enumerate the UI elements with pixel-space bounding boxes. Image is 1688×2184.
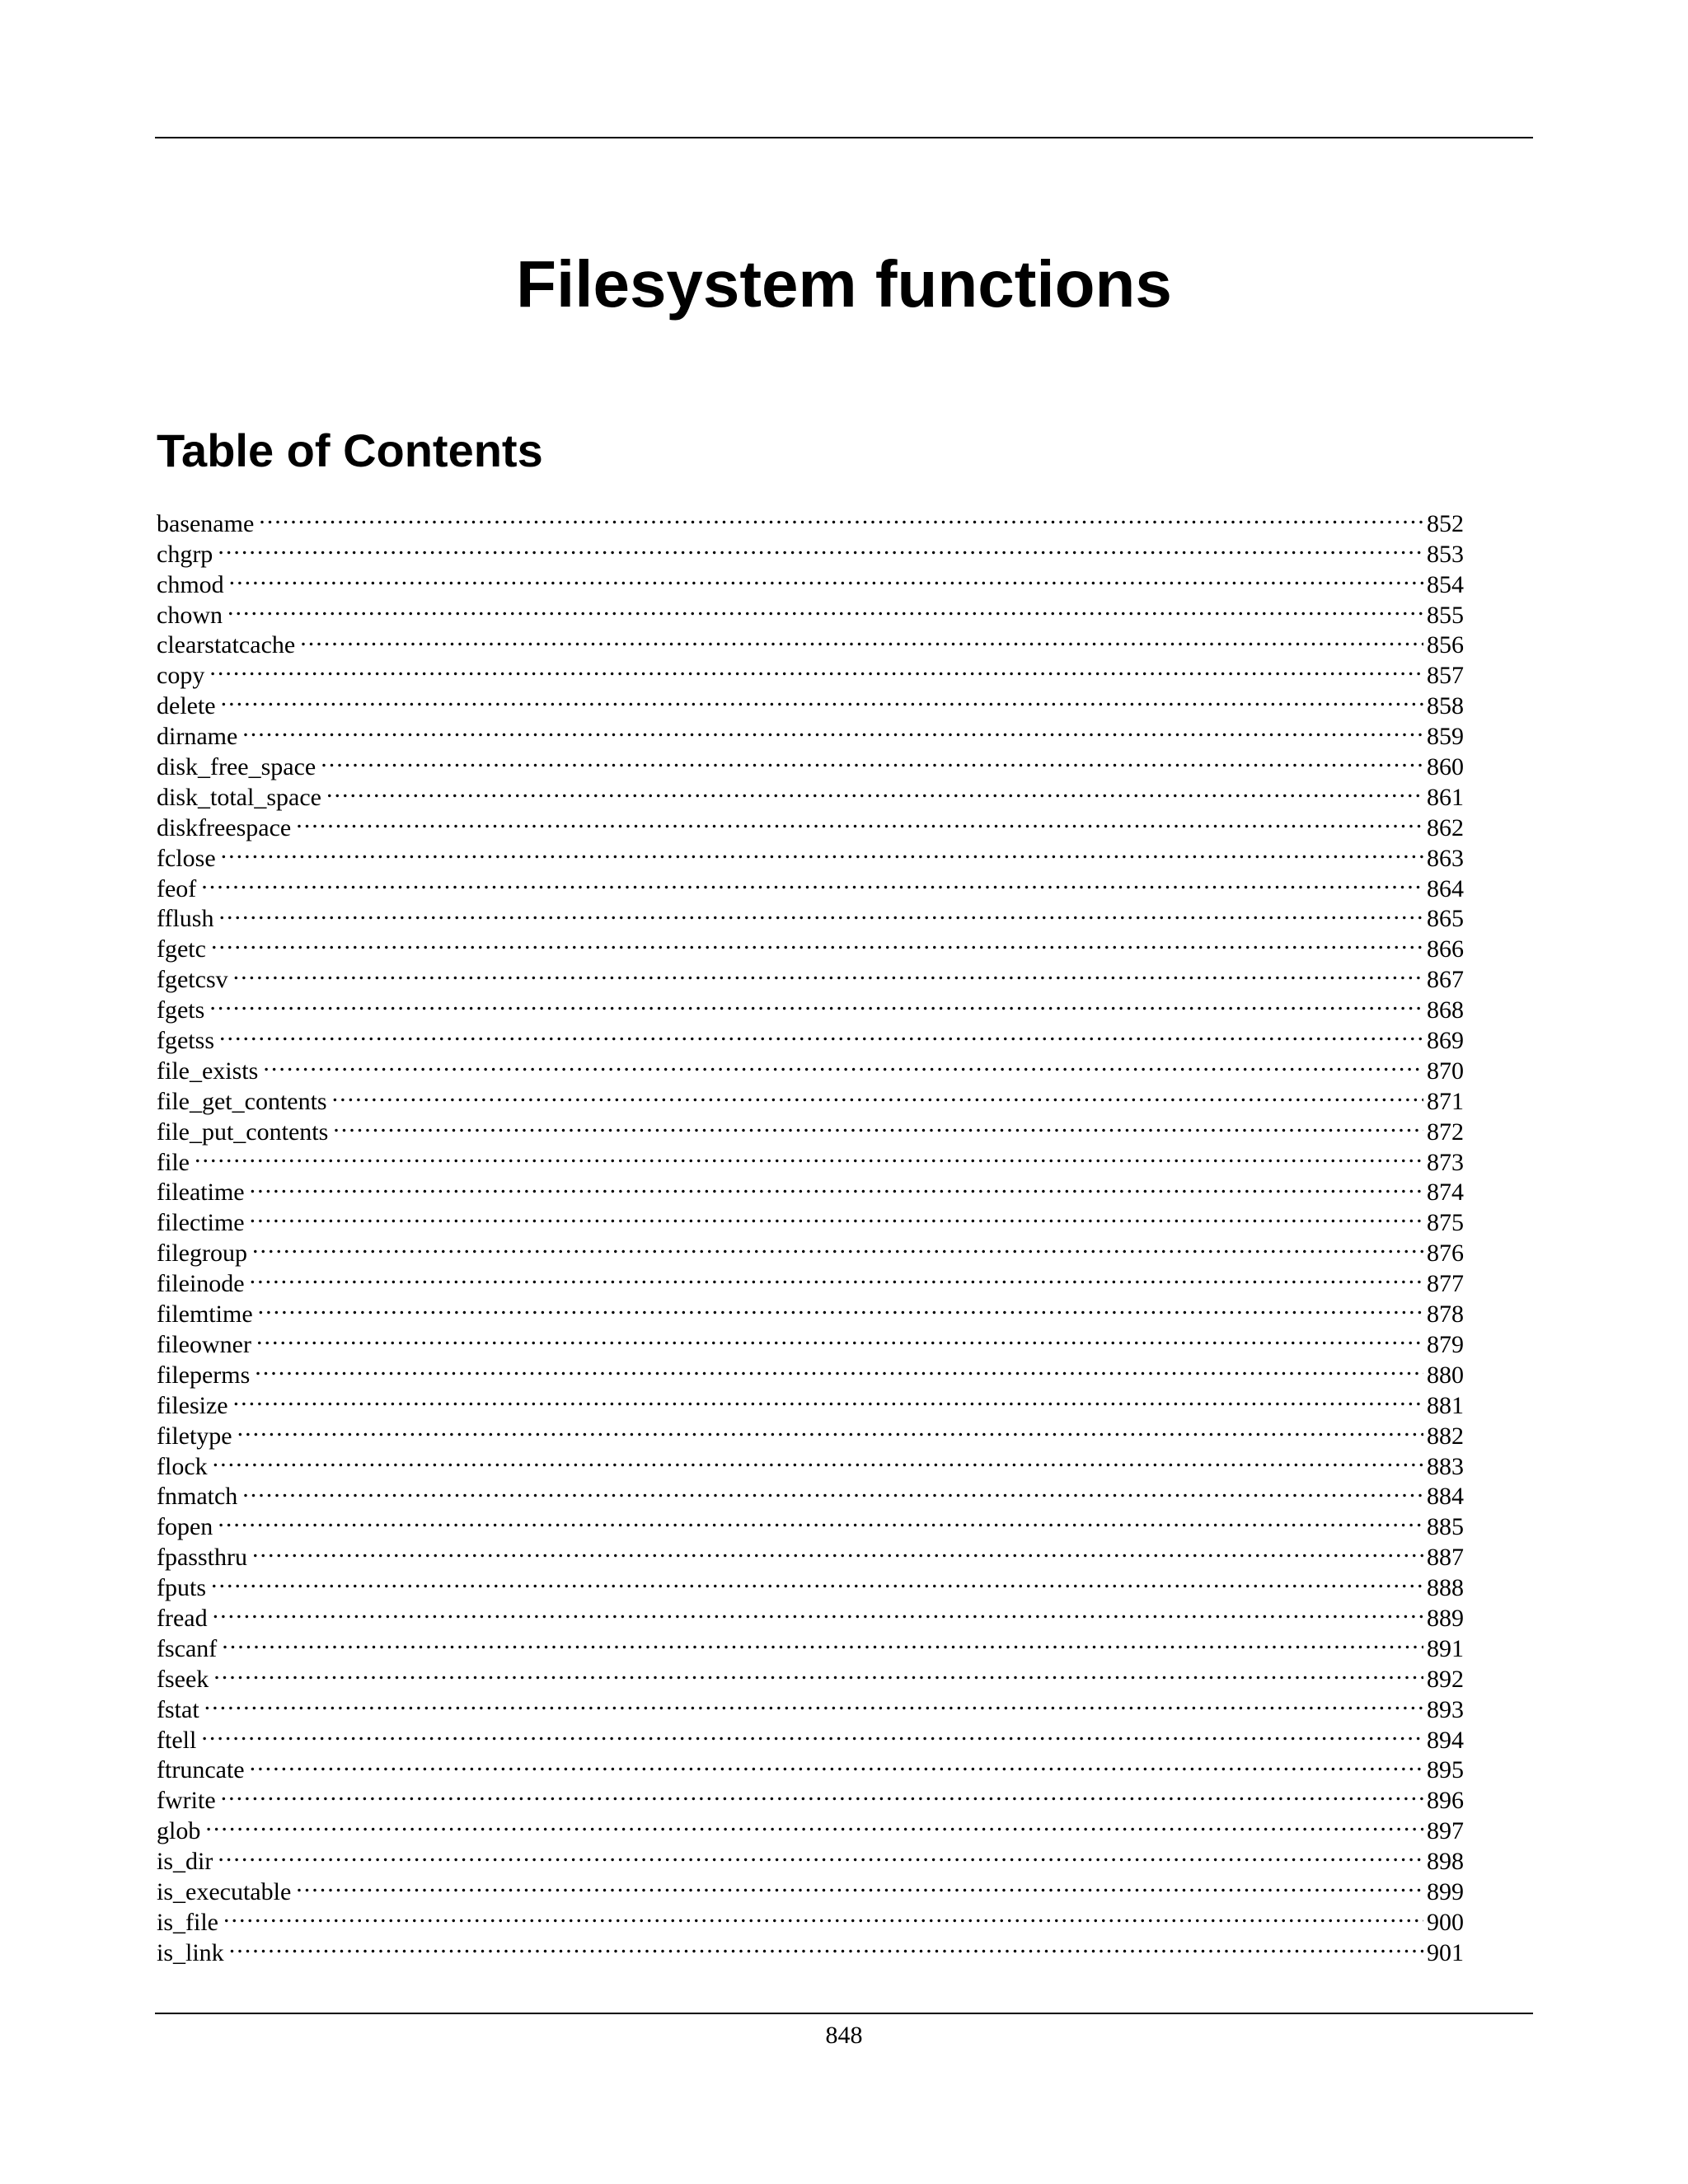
toc-entry[interactable]: [157, 926, 1464, 963]
toc-entry-name: filetype: [157, 1422, 232, 1450]
toc-dot-leader: [218, 1839, 1423, 1869]
toc-dot-leader: [258, 1291, 1423, 1322]
toc-entry-name: fread: [157, 1604, 208, 1632]
toc-entry[interactable]: [157, 1200, 1464, 1237]
toc-entry-name: fwrite: [157, 1787, 216, 1815]
header-rule: [155, 137, 1533, 138]
toc-entry-page: 868: [1427, 996, 1464, 1024]
toc-dot-leader: [259, 501, 1423, 532]
toc-dot-leader: [326, 775, 1423, 805]
toc-entry-name: ftell: [157, 1726, 197, 1754]
toc-entry-page: 885: [1427, 1513, 1464, 1541]
toc-entry-page: 870: [1427, 1057, 1464, 1085]
toc-dot-leader: [229, 1930, 1423, 1961]
toc-entry-name: fseek: [157, 1665, 209, 1693]
toc-entry-page: 879: [1427, 1330, 1464, 1358]
toc-entry[interactable]: [157, 1322, 1464, 1358]
toc-entry-page: 872: [1427, 1118, 1464, 1146]
toc-heading: Table of Contents: [157, 424, 543, 476]
toc-entry-name: fileatime: [157, 1179, 245, 1207]
toc-entry-page: 860: [1427, 753, 1464, 781]
toc-entry[interactable]: [157, 1596, 1464, 1632]
toc-dot-leader: [221, 683, 1423, 714]
toc-dot-leader: [211, 1565, 1423, 1596]
toc-entry[interactable]: [157, 1352, 1464, 1389]
toc-entry-page: 857: [1427, 662, 1464, 690]
toc-entry-page: 878: [1427, 1301, 1464, 1329]
toc-entry-name: file: [157, 1148, 190, 1176]
toc-dot-leader: [213, 1657, 1423, 1687]
toc-entry-page: 882: [1427, 1422, 1464, 1450]
toc-entry[interactable]: [157, 1778, 1464, 1815]
toc-dot-leader: [227, 593, 1423, 623]
toc-entry-name: flock: [157, 1452, 208, 1480]
toc-entry-page: 853: [1427, 540, 1464, 568]
toc-entry[interactable]: [157, 1444, 1464, 1480]
toc-entry-page: 899: [1427, 1877, 1464, 1905]
toc-entry[interactable]: [157, 1565, 1464, 1602]
toc-entry-name: delete: [157, 692, 216, 720]
toc-entry-name: chgrp: [157, 540, 213, 568]
toc-entry-page: 867: [1427, 966, 1464, 994]
toc-entry-name: filegroup: [157, 1240, 247, 1268]
toc-entry-page: 897: [1427, 1817, 1464, 1845]
toc-entry[interactable]: [157, 1930, 1464, 1966]
toc-entry[interactable]: [157, 1261, 1464, 1298]
toc-entry[interactable]: [157, 957, 1464, 994]
toc-entry-page: 887: [1427, 1544, 1464, 1572]
toc-entry-page: 865: [1427, 905, 1464, 933]
toc-dot-leader: [332, 1079, 1423, 1109]
toc-entry-page: 858: [1427, 692, 1464, 720]
toc-entry[interactable]: [157, 653, 1464, 690]
toc-dot-leader: [213, 1596, 1423, 1626]
toc-entry[interactable]: [157, 866, 1464, 902]
toc-entry-page: 896: [1427, 1787, 1464, 1815]
toc-entry-page: 877: [1427, 1270, 1464, 1298]
toc-entry-name: is_dir: [157, 1848, 213, 1876]
toc-entry[interactable]: [157, 1170, 1464, 1207]
toc-entry-page: 876: [1427, 1240, 1464, 1268]
toc-entry-name: is_executable: [157, 1877, 292, 1905]
toc-entry-name: fileinode: [157, 1270, 245, 1298]
toc-entry[interactable]: [157, 532, 1464, 568]
toc-entry-page: 888: [1427, 1574, 1464, 1602]
toc-entry[interactable]: [157, 1535, 1464, 1572]
toc-dot-leader: [263, 1048, 1423, 1079]
toc-dot-leader: [250, 1200, 1423, 1230]
toc-entry-name: filesize: [157, 1391, 228, 1419]
toc-entry-name: basename: [157, 509, 255, 537]
toc-entry-name: disk_free_space: [157, 753, 316, 781]
toc-dot-leader: [233, 1383, 1423, 1413]
toc-dot-leader: [201, 866, 1423, 897]
toc-dot-leader: [252, 1230, 1423, 1261]
toc-entry-page: 898: [1427, 1848, 1464, 1876]
toc-dot-leader: [321, 744, 1423, 775]
toc-entry[interactable]: [157, 1140, 1464, 1176]
toc-dot-leader: [209, 987, 1423, 1018]
toc-dot-leader: [218, 897, 1423, 927]
toc-entry-page: 854: [1427, 570, 1464, 598]
toc-entry-page: 852: [1427, 509, 1464, 537]
toc-dot-leader: [296, 805, 1423, 836]
toc-entry[interactable]: [157, 1839, 1464, 1876]
toc-entry-page: 873: [1427, 1148, 1464, 1176]
toc-entry[interactable]: [157, 1808, 1464, 1845]
toc-entry-page: 883: [1427, 1452, 1464, 1480]
toc-dot-leader: [255, 1352, 1423, 1383]
chapter-title: Filesystem functions: [516, 247, 1172, 321]
toc-dot-leader: [221, 1778, 1423, 1808]
toc-dot-leader: [219, 1018, 1423, 1048]
toc-entry-name: clearstatcache: [157, 631, 296, 659]
toc-entry-page: 874: [1427, 1179, 1464, 1207]
toc-entry-page: 861: [1427, 783, 1464, 811]
toc-entry[interactable]: [157, 1626, 1464, 1662]
toc-dot-leader: [300, 623, 1423, 654]
toc-entry[interactable]: [157, 1383, 1464, 1419]
toc-entry-page: 875: [1427, 1209, 1464, 1237]
page-number: 848: [825, 2022, 863, 2049]
toc-entry-name: disk_total_space: [157, 783, 321, 811]
toc-entry-page: 892: [1427, 1665, 1464, 1693]
toc-entry[interactable]: [157, 1018, 1464, 1055]
toc-entry-page: 856: [1427, 631, 1464, 659]
toc-entry-page: 855: [1427, 601, 1464, 629]
toc-entry-page: 866: [1427, 935, 1464, 963]
toc-entry[interactable]: [157, 1230, 1464, 1268]
toc-entry[interactable]: [157, 1869, 1464, 1905]
toc-entry-name: fgets: [157, 996, 205, 1024]
toc-entry-page: 864: [1427, 874, 1464, 902]
toc-entry[interactable]: [157, 987, 1464, 1024]
toc-dot-leader: [233, 957, 1423, 987]
toc-entry-name: fclose: [157, 844, 216, 872]
toc-entry[interactable]: [157, 775, 1464, 811]
toc-entry-name: file_put_contents: [157, 1118, 329, 1146]
toc-dot-leader: [205, 1808, 1423, 1839]
toc-entry-name: fopen: [157, 1513, 213, 1541]
toc-dot-leader: [237, 1413, 1423, 1444]
toc-entry-name: chown: [157, 601, 223, 629]
toc-entry-name: copy: [157, 662, 205, 690]
toc-entry-page: 901: [1427, 1938, 1464, 1966]
toc-entry[interactable]: [157, 1413, 1464, 1450]
toc-entry-name: diskfreespace: [157, 813, 292, 841]
toc-entry[interactable]: [157, 1079, 1464, 1115]
toc-entry-name: fgetcsv: [157, 966, 228, 994]
toc-entry-name: is_file: [157, 1908, 218, 1936]
toc-dot-leader: [250, 1261, 1423, 1291]
toc-entry-page: 894: [1427, 1726, 1464, 1754]
toc-entry-name: is_link: [157, 1938, 224, 1966]
toc-entry-name: ftruncate: [157, 1756, 245, 1784]
toc-entry-page: 871: [1427, 1087, 1464, 1115]
toc-entry[interactable]: [157, 744, 1464, 781]
toc-dot-leader: [209, 653, 1423, 683]
toc-entry-page: 895: [1427, 1756, 1464, 1784]
toc-entry-page: 891: [1427, 1634, 1464, 1662]
toc-entry[interactable]: [157, 683, 1464, 720]
toc-entry[interactable]: [157, 593, 1464, 629]
toc-entry-name: dirname: [157, 723, 238, 751]
toc-dot-leader: [242, 714, 1423, 744]
toc-dot-leader: [250, 1748, 1423, 1779]
toc-entry-name: fgetss: [157, 1027, 214, 1055]
toc-entry-name: fflush: [157, 905, 214, 933]
toc-entry[interactable]: [157, 805, 1464, 841]
toc-entry[interactable]: [157, 1900, 1464, 1936]
toc-entry-page: 862: [1427, 813, 1464, 841]
toc-entry[interactable]: [157, 1291, 1464, 1329]
toc-entry[interactable]: [157, 836, 1464, 872]
toc-entry-name: glob: [157, 1817, 201, 1845]
toc-dot-leader: [195, 1140, 1423, 1170]
toc-dot-leader: [218, 532, 1423, 562]
toc-entry-name: fnmatch: [157, 1483, 238, 1511]
toc-entry-name: filemtime: [157, 1301, 253, 1329]
toc-entry-name: fputs: [157, 1574, 206, 1602]
toc-dot-leader: [204, 1687, 1423, 1718]
toc-dot-leader: [296, 1869, 1423, 1900]
toc-entry-page: 880: [1427, 1361, 1464, 1389]
toc-dot-leader: [252, 1535, 1423, 1565]
toc-entry-page: 881: [1427, 1391, 1464, 1419]
toc-entry[interactable]: [157, 562, 1464, 598]
toc-entry[interactable]: [157, 1048, 1464, 1085]
toc-dot-leader: [256, 1322, 1423, 1352]
toc-entry-name: fscanf: [157, 1634, 218, 1662]
toc-entry[interactable]: [157, 897, 1464, 933]
toc-entry-page: 863: [1427, 844, 1464, 872]
toc-entry-name: feof: [157, 874, 197, 902]
toc-entry-name: filectime: [157, 1209, 245, 1237]
toc-dot-leader: [250, 1170, 1423, 1201]
toc-entry-name: fpassthru: [157, 1544, 247, 1572]
toc-entry-page: 859: [1427, 723, 1464, 751]
toc-dot-leader: [218, 1504, 1423, 1535]
toc-entry[interactable]: [157, 714, 1464, 751]
toc-entry-page: 893: [1427, 1695, 1464, 1723]
toc-entry[interactable]: [157, 1504, 1464, 1541]
toc-entry[interactable]: [157, 1687, 1464, 1723]
toc-entry-name: fstat: [157, 1695, 199, 1723]
toc-entry-name: fgetc: [157, 935, 206, 963]
toc-entry[interactable]: [157, 1748, 1464, 1784]
toc-dot-leader: [222, 1626, 1423, 1657]
toc-dot-leader: [201, 1718, 1423, 1748]
toc-entry[interactable]: [157, 1474, 1464, 1511]
toc-dot-leader: [221, 836, 1423, 866]
toc-entry-name: fileperms: [157, 1361, 251, 1389]
toc-entry-page: 889: [1427, 1604, 1464, 1632]
toc-dot-leader: [242, 1474, 1423, 1505]
toc-entry[interactable]: [157, 1109, 1464, 1146]
toc-dot-leader: [223, 1900, 1423, 1930]
toc-entry-name: file_exists: [157, 1057, 259, 1085]
toc-entry-page: 884: [1427, 1483, 1464, 1511]
toc-entry-page: 869: [1427, 1027, 1464, 1055]
toc-entry-name: file_get_contents: [157, 1087, 327, 1115]
toc-entry[interactable]: [157, 1718, 1464, 1754]
toc-entry[interactable]: [157, 1657, 1464, 1693]
footer-rule: [155, 2013, 1533, 2014]
toc-dot-leader: [229, 562, 1423, 593]
toc-entry-name: chmod: [157, 570, 224, 598]
toc-entry-name: fileowner: [157, 1330, 251, 1358]
toc-dot-leader: [213, 1444, 1423, 1474]
toc-entry[interactable]: [157, 623, 1464, 659]
toc-list: [157, 501, 1464, 1966]
toc-entry-page: 900: [1427, 1908, 1464, 1936]
toc-dot-leader: [333, 1109, 1423, 1140]
toc-entry[interactable]: [157, 501, 1464, 537]
toc-dot-leader: [211, 926, 1423, 957]
